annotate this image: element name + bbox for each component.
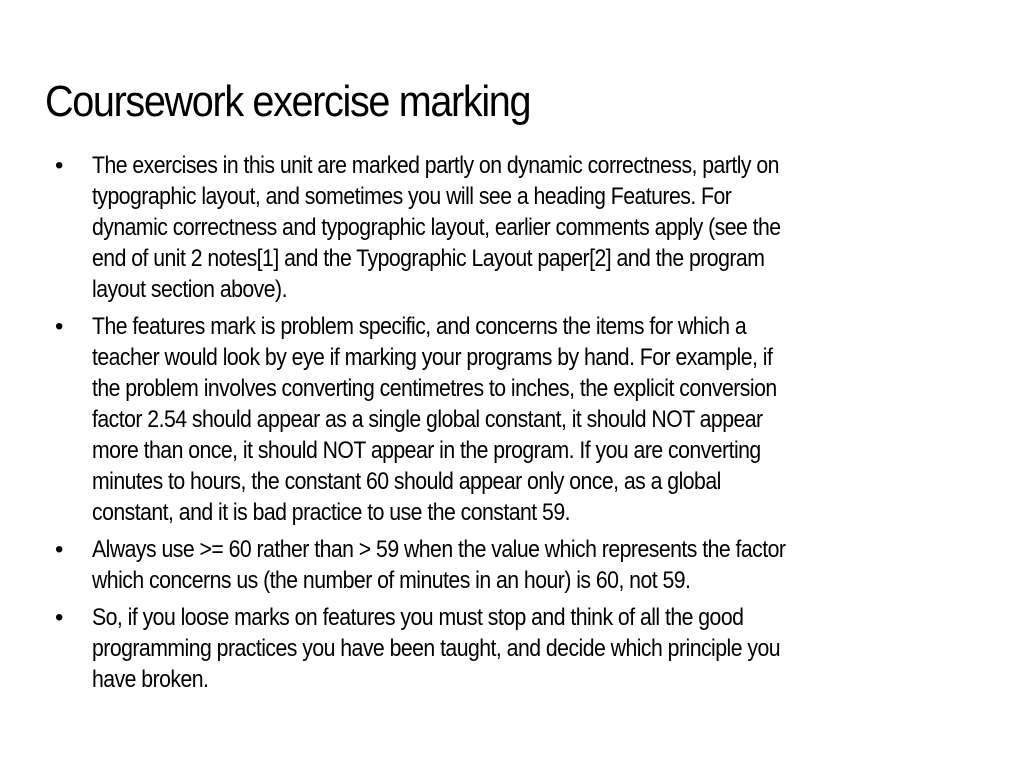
bullet-text: So, if you loose marks on features you must stop and think of all the good programming practices you have been taught, and decide which principle you have broken. <box>92 604 781 693</box>
bullet-item <box>55 534 945 596</box>
bullet-marker: • <box>55 536 64 563</box>
bullet-marker: • <box>55 604 64 631</box>
bullet-item <box>55 602 945 695</box>
bullet-item <box>55 150 945 305</box>
bullet-text: The features mark is problem specific, and concerns the items for which a teacher would look by eye if marking your programs by hand. For example, if the problem involves converting centimetres to inches, the explicit conversion factor 2.54 should appear as a single global constant, it should NOT appear more than once, it should NOT appear in the program. If you are converting minutes to hours, the constant 60 should appear only once, as a global constant, and it is bad practice to use the constant 59. <box>92 313 777 526</box>
bullet-item <box>55 311 945 528</box>
bullet-marker: • <box>55 152 64 179</box>
slide-title: Coursework exercise marking <box>45 77 531 126</box>
bullet-text: Always use >= 60 rather than > 59 when the value which represents the factor which concerns us (the number of minutes in an hour) is 60, not 59. <box>92 536 786 594</box>
bullet-marker: • <box>55 313 64 340</box>
bullet-text: The exercises in this unit are marked partly on dynamic correctness, partly on typographic layout, and sometimes you will see a heading Features. For dynamic correctness and typographic layout, earlier comments apply (see the end of unit 2 notes[1] and the Typographic Layout paper[2] and the program layout section above). <box>92 152 781 303</box>
bullet-list <box>55 150 945 701</box>
